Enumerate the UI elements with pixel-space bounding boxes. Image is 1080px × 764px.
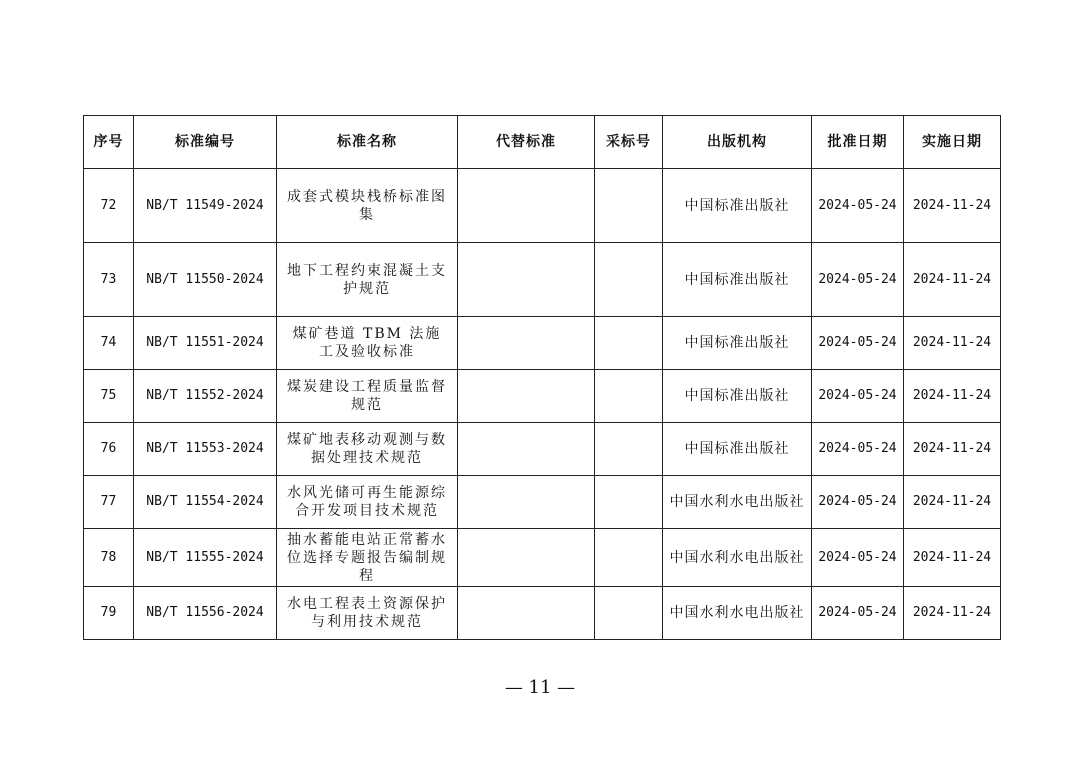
header-approval-date: 批准日期 [812,116,904,169]
header-replaces: 代替标准 [458,116,595,169]
cell-seq: 78 [84,529,134,587]
cell-code: NB/T 11552-2024 [134,370,277,423]
cell-adopted [595,423,663,476]
table-row [84,317,1001,370]
cell-adopted [595,529,663,587]
cell-approval-date: 2024-05-24 [812,423,904,476]
cell-name: 抽水蓄能电站正常蓄水位选择专题报告编制规程 [277,529,458,587]
table-header-row [84,116,1001,169]
cell-adopted [595,317,663,370]
cell-publisher: 中国标准出版社 [663,423,812,476]
table-row [84,529,1001,587]
cell-publisher: 中国标准出版社 [663,317,812,370]
cell-publisher: 中国标准出版社 [663,243,812,317]
table-row [84,169,1001,243]
cell-publisher: 中国标准出版社 [663,370,812,423]
cell-approval-date: 2024-05-24 [812,587,904,640]
cell-replaces [458,476,595,529]
page-number: — 11 — [504,677,576,698]
cell-seq: 74 [84,317,134,370]
cell-publisher: 中国水利水电出版社 [663,476,812,529]
cell-replaces [458,529,595,587]
cell-effective-date: 2024-11-24 [904,243,1001,317]
cell-name: 煤矿地表移动观测与数据处理技术规范 [277,423,458,476]
table-row [84,587,1001,640]
cell-name: 煤矿巷道 TBM 法施工及验收标准 [277,317,458,370]
cell-effective-date: 2024-11-24 [904,370,1001,423]
cell-code: NB/T 11551-2024 [134,317,277,370]
cell-approval-date: 2024-05-24 [812,476,904,529]
cell-code: NB/T 11554-2024 [134,476,277,529]
cell-effective-date: 2024-11-24 [904,169,1001,243]
cell-adopted [595,370,663,423]
cell-adopted [595,476,663,529]
cell-adopted [595,243,663,317]
cell-effective-date: 2024-11-24 [904,587,1001,640]
cell-code: NB/T 11556-2024 [134,587,277,640]
cell-code: NB/T 11550-2024 [134,243,277,317]
cell-code: NB/T 11555-2024 [134,529,277,587]
header-publisher: 出版机构 [663,116,812,169]
cell-name: 煤炭建设工程质量监督规范 [277,370,458,423]
cell-approval-date: 2024-05-24 [812,169,904,243]
standards-table [83,115,1001,640]
cell-code: NB/T 11549-2024 [134,169,277,243]
cell-seq: 73 [84,243,134,317]
cell-replaces [458,317,595,370]
cell-publisher: 中国水利水电出版社 [663,587,812,640]
cell-effective-date: 2024-11-24 [904,317,1001,370]
header-name: 标准名称 [277,116,458,169]
cell-code: NB/T 11553-2024 [134,423,277,476]
cell-publisher: 中国标准出版社 [663,169,812,243]
header-code: 标准编号 [134,116,277,169]
table-row [84,476,1001,529]
header-seq: 序号 [84,116,134,169]
cell-replaces [458,587,595,640]
cell-seq: 79 [84,587,134,640]
cell-adopted [595,169,663,243]
cell-seq: 76 [84,423,134,476]
cell-approval-date: 2024-05-24 [812,317,904,370]
cell-name: 成套式模块栈桥标准图集 [277,169,458,243]
cell-name: 水电工程表土资源保护与利用技术规范 [277,587,458,640]
cell-seq: 72 [84,169,134,243]
cell-effective-date: 2024-11-24 [904,423,1001,476]
cell-effective-date: 2024-11-24 [904,529,1001,587]
cell-name: 水风光储可再生能源综合开发项目技术规范 [277,476,458,529]
cell-seq: 77 [84,476,134,529]
cell-replaces [458,370,595,423]
table-row [84,243,1001,317]
cell-seq: 75 [84,370,134,423]
cell-effective-date: 2024-11-24 [904,476,1001,529]
cell-approval-date: 2024-05-24 [812,370,904,423]
cell-approval-date: 2024-05-24 [812,529,904,587]
cell-publisher: 中国水利水电出版社 [663,529,812,587]
table-row [84,423,1001,476]
cell-name: 地下工程约束混凝土支护规范 [277,243,458,317]
cell-replaces [458,243,595,317]
table-row [84,370,1001,423]
header-adopted: 采标号 [595,116,663,169]
cell-replaces [458,169,595,243]
cell-adopted [595,587,663,640]
cell-replaces [458,423,595,476]
cell-approval-date: 2024-05-24 [812,243,904,317]
header-effective-date: 实施日期 [904,116,1001,169]
